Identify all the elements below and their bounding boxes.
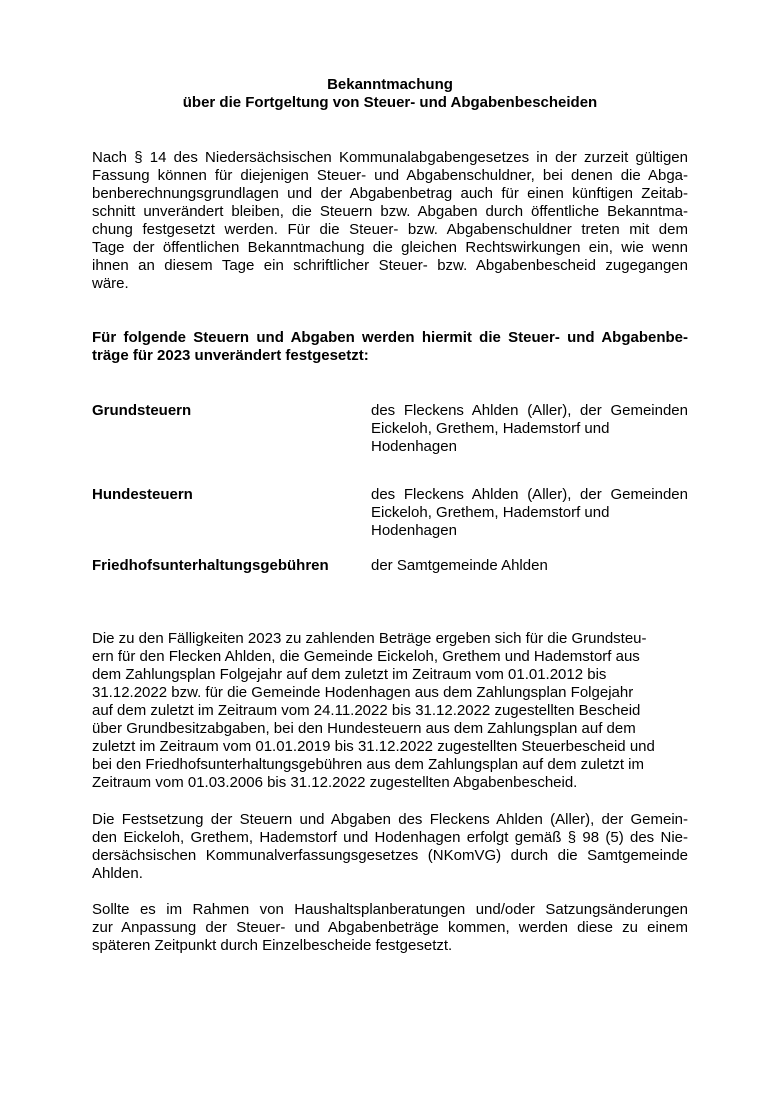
scope-line: Eickeloh, Grethem, Hademstorf und [371, 420, 610, 437]
assessment-paragraph [92, 811, 688, 883]
text-line: Die zu den Fälligkeiten 2023 zu zahlenden Beträge ergeben sich für die Grundsteu- [92, 630, 647, 647]
scope-line: Hodenhagen [371, 522, 457, 539]
tax-label: Friedhofsunterhaltungsgebühren [92, 557, 329, 574]
intro-paragraph [92, 149, 688, 293]
text-line: Tage der öffentlichen Bekanntmachung die gleichen Rechtswirkungen ein, wie wenn [92, 239, 688, 256]
text-line: ihnen an diesem Tage ein schriftlicher Steuer- bzw. Abgabenbescheid zugegangen [92, 257, 688, 274]
scope-line: der Samtgemeinde Ahlden [371, 557, 548, 574]
text-line: auf dem zuletzt im Zeitraum vom 24.11.2022 bis 31.12.2022 zugestellten Bescheid [92, 702, 641, 719]
tax-label: Hundesteuern [92, 486, 193, 503]
text-line: Fassung können für diejenigen Steuer- und Abgabenschuldner, bei denen die Abga- [92, 167, 688, 184]
text-line: wäre. [92, 275, 129, 292]
document-title: Bekanntmachung [327, 76, 453, 93]
text-line: dersächsischen Kommunalverfassungsgesetzes (NKomVG) durch die Samtgemeinde [92, 847, 688, 864]
text-line: 31.12.2022 bzw. für die Gemeinde Hodenhagen aus dem Zahlungsplan Folgejahr [92, 684, 634, 701]
section-heading [92, 329, 688, 365]
tax-scope [371, 486, 688, 540]
tax-scope [371, 402, 688, 456]
text-line: benberechnungsgrundlagen und der Abgabenbetrag auch für einen künftigen Zeitab- [92, 185, 688, 202]
heading-line: träge für 2023 unverändert festgesetzt: [92, 347, 369, 364]
text-line: ern für den Flecken Ahlden, die Gemeinde Eickeloh, Grethem und Hademstorf aus [92, 648, 640, 665]
text-line: den Eickeloh, Grethem, Hademstorf und Hodenhagen erfolgt gemäß § 98 (5) des Nie- [92, 829, 688, 846]
text-line: späteren Zeitpunkt durch Einzelbescheide festgesetzt. [92, 937, 453, 954]
title-block [92, 76, 688, 112]
tax-scope [371, 557, 688, 575]
text-line: schnitt unverändert bleiben, die Steuern bzw. Abgaben durch öffentliche Bekanntma- [92, 203, 688, 220]
scope-line: des Fleckens Ahlden (Aller), der Gemeinden [371, 402, 688, 419]
closing-paragraph [92, 901, 688, 955]
text-line: dem Zahlungsplan Folgejahr auf dem zuletzt im Zeitraum vom 01.01.2012 bis [92, 666, 607, 683]
tax-label: Grundsteuern [92, 402, 192, 419]
text-line: Nach § 14 des Niedersächsischen Kommunalabgabengesetzes in der zurzeit gültigen [92, 149, 688, 166]
text-line: zuletzt im Zeitraum vom 01.01.2019 bis 31.12.2022 zugestellten Steuerbescheid und [92, 738, 655, 755]
heading-line: Für folgende Steuern und Abgaben werden hiermit die Steuer- und Abgabenbe- [92, 329, 688, 346]
text-line: Die Festsetzung der Steuern und Abgaben des Fleckens Ahlden (Aller), der Gemein- [92, 811, 688, 828]
text-line: über Grundbesitzabgaben, bei den Hundesteuern aus dem Zahlungsplan auf dem [92, 720, 636, 737]
text-line: Sollte es im Rahmen von Haushaltsplanberatungen und/oder Satzungsänderungen [92, 901, 688, 918]
text-line: Ahlden. [92, 865, 143, 882]
text-line: Zeitraum vom 01.03.2006 bis 31.12.2022 zugestellten Abgabenbescheid. [92, 774, 578, 791]
scope-line: Eickeloh, Grethem, Hademstorf und [371, 504, 610, 521]
due-amounts-paragraph [92, 630, 688, 792]
scope-line: Hodenhagen [371, 438, 457, 455]
text-line: bei den Friedhofsunterhaltungsgebühren aus dem Zahlungsplan auf dem zuletzt im [92, 756, 645, 773]
scope-line: des Fleckens Ahlden (Aller), der Gemeinden [371, 486, 688, 503]
text-line: zur Anpassung der Steuer- und Abgabenbeträge kommen, werden diese zu einem [92, 919, 688, 936]
text-line: chung festgesetzt werden. Für die Steuer- bzw. Abgabenschuldner treten mit dem [92, 221, 688, 238]
document-subtitle: über die Fortgeltung von Steuer- und Abgabenbescheiden [182, 94, 598, 111]
